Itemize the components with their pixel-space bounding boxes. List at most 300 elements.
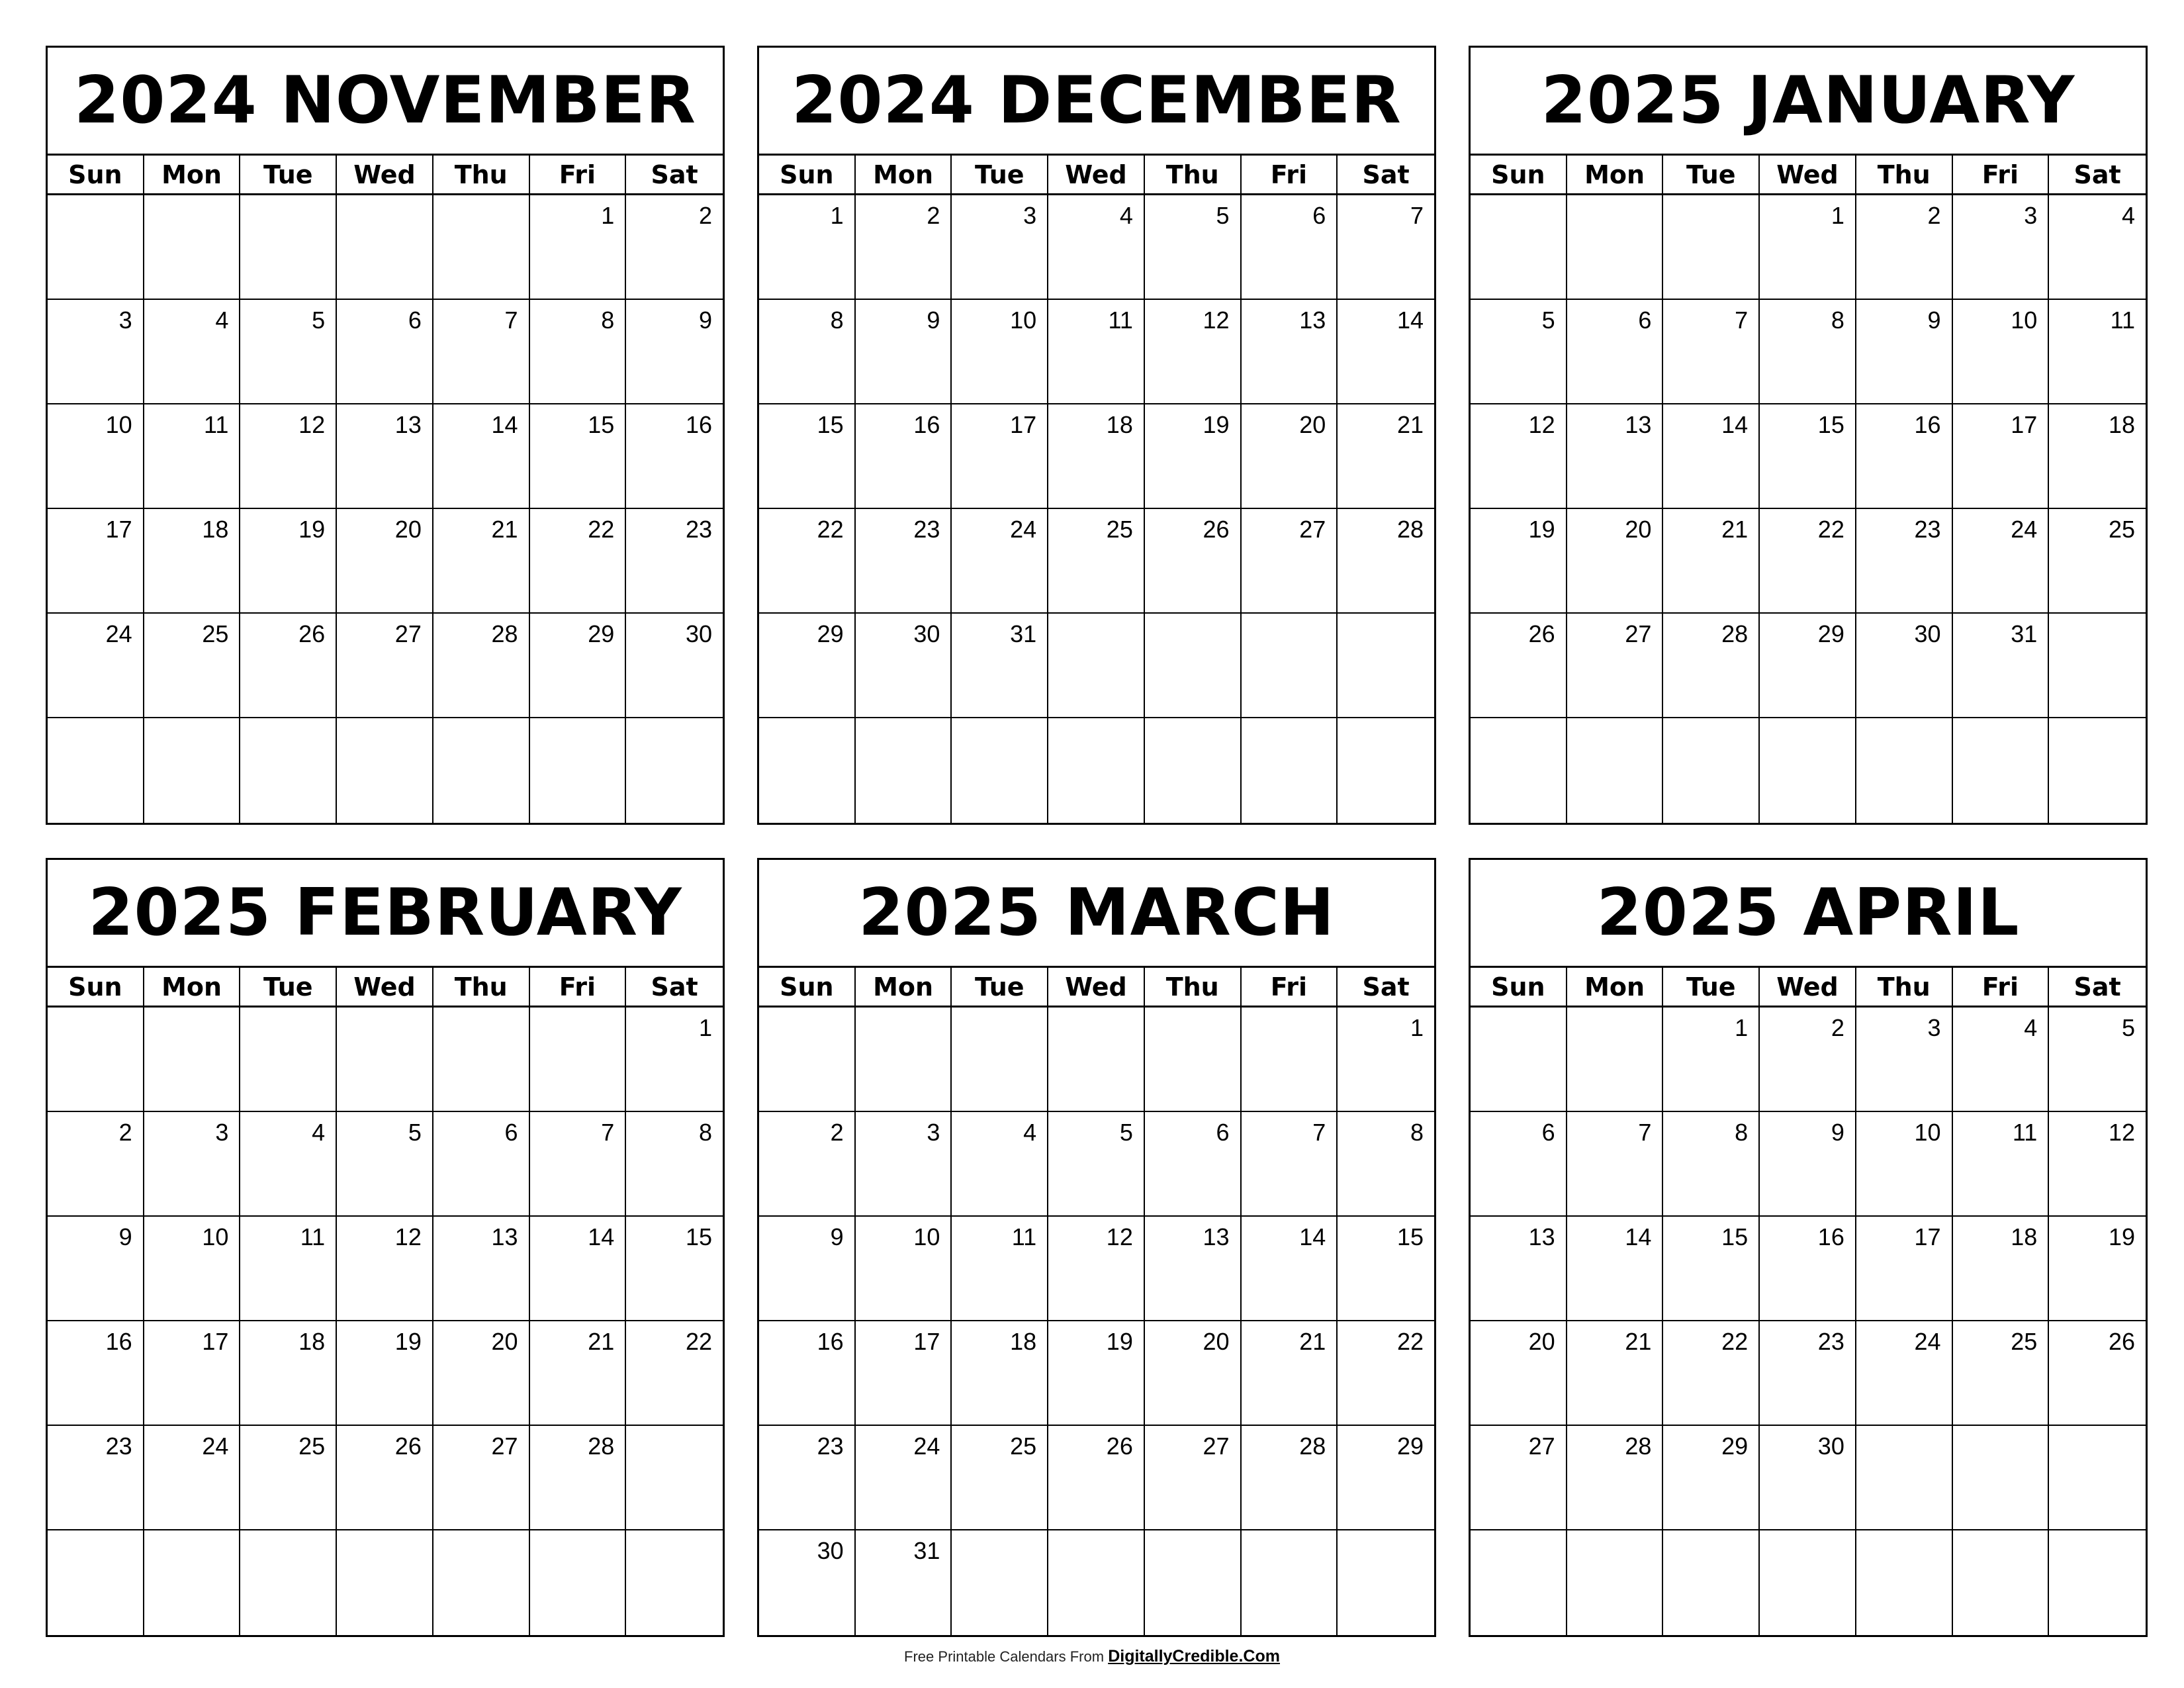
day-cell: [1145, 614, 1242, 718]
day-cell: [626, 1530, 723, 1635]
day-number: 15: [817, 411, 844, 438]
day-cell: [1048, 1008, 1145, 1112]
day-number: 4: [2024, 1014, 2038, 1041]
day-cell: [530, 1426, 627, 1530]
weekday-label: Fri: [1242, 968, 1338, 1006]
day-number: 20: [491, 1328, 518, 1355]
weekday-label: Thu: [1856, 968, 1953, 1006]
day-cell: [240, 1217, 337, 1321]
day-number: 14: [1721, 411, 1749, 438]
day-number: 24: [202, 1432, 229, 1460]
day-number: 22: [685, 1328, 712, 1355]
day-grid: [48, 1008, 723, 1635]
day-cell: [1145, 1426, 1242, 1530]
day-number: 18: [2011, 1223, 2038, 1250]
day-cell: [1760, 509, 1856, 614]
day-number: 29: [588, 620, 615, 647]
day-cell: [1242, 1530, 1338, 1635]
day-cell: [2049, 718, 2146, 823]
day-number: 24: [105, 620, 132, 647]
day-number: 22: [1721, 1328, 1749, 1355]
day-number: 2: [830, 1119, 844, 1146]
day-cell: [144, 300, 241, 404]
day-number: 18: [1106, 411, 1133, 438]
day-cell: [337, 1217, 433, 1321]
day-cell: [952, 718, 1048, 823]
day-cell: [1338, 1321, 1434, 1426]
day-cell: [240, 614, 337, 718]
day-cell: [626, 614, 723, 718]
day-cell: [1471, 509, 1567, 614]
weekday-label: Sat: [651, 160, 698, 189]
weekday-label: Wed: [337, 156, 433, 193]
day-cell: [856, 1112, 952, 1217]
day-number: 12: [1203, 306, 1230, 334]
day-cell: [433, 1008, 530, 1112]
day-number: 29: [1721, 1432, 1749, 1460]
weekday-label: Mon: [144, 156, 241, 193]
weekday-label: Wed: [1760, 156, 1856, 193]
day-number: 26: [298, 620, 326, 647]
day-cell: [337, 718, 433, 823]
day-number: 6: [1312, 202, 1326, 229]
day-number: 20: [1299, 411, 1326, 438]
day-number: 30: [1914, 620, 1941, 647]
day-number: 20: [1528, 1328, 1555, 1355]
day-cell: [1471, 614, 1567, 718]
day-number: 26: [1528, 620, 1555, 647]
day-number: 16: [1914, 411, 1941, 438]
day-cell: [240, 1321, 337, 1426]
day-number: 7: [1312, 1119, 1326, 1146]
day-cell: [1242, 1217, 1338, 1321]
day-cell: [1663, 1530, 1760, 1635]
weekday-label: Sat: [1362, 972, 1410, 1002]
day-number: 16: [105, 1328, 132, 1355]
day-cell: [2049, 1426, 2146, 1530]
weekday-label: Wed: [1048, 156, 1145, 193]
day-cell: [759, 1008, 856, 1112]
day-cell: [759, 300, 856, 404]
day-number: 7: [601, 1119, 615, 1146]
day-number: 13: [491, 1223, 518, 1250]
day-cell: [1338, 1426, 1434, 1530]
day-cell: [1471, 300, 1567, 404]
day-cell: [48, 1530, 144, 1635]
day-number: 21: [588, 1328, 615, 1355]
weekday-label: Mon: [1567, 156, 1664, 193]
day-number: 17: [913, 1328, 940, 1355]
month-title: 2025 JANUARY: [1471, 48, 2146, 156]
day-number: 16: [913, 411, 940, 438]
day-number: 5: [312, 306, 326, 334]
day-number: 11: [1011, 1223, 1037, 1250]
day-cell: [1856, 1426, 1953, 1530]
day-number: 13: [1203, 1223, 1230, 1250]
day-cell: [1048, 614, 1145, 718]
day-cell: [433, 614, 530, 718]
day-number: 8: [601, 306, 615, 334]
day-cell: [856, 509, 952, 614]
day-cell: [759, 718, 856, 823]
day-number: 27: [491, 1432, 518, 1460]
day-number: 31: [1010, 620, 1037, 647]
day-number: 22: [1817, 516, 1844, 543]
day-number: 10: [1914, 1119, 1941, 1146]
day-number: 30: [1817, 1432, 1844, 1460]
day-cell: [1048, 1217, 1145, 1321]
day-number: 25: [202, 620, 229, 647]
day-cell: [856, 1530, 952, 1635]
day-cell: [1567, 300, 1664, 404]
day-number: 19: [298, 516, 326, 543]
day-number: 13: [1625, 411, 1652, 438]
day-number: 4: [312, 1119, 326, 1146]
day-cell: [1242, 1008, 1338, 1112]
day-number: 23: [817, 1432, 844, 1460]
day-cell: [1567, 509, 1664, 614]
day-cell: [433, 1112, 530, 1217]
day-cell: [1145, 1217, 1242, 1321]
day-cell: [759, 195, 856, 300]
day-grid: [759, 195, 1434, 823]
day-cell: [1663, 1008, 1760, 1112]
day-cell: [2049, 1217, 2146, 1321]
day-cell: [626, 195, 723, 300]
day-cell: [626, 1217, 723, 1321]
day-cell: [240, 718, 337, 823]
day-cell: [530, 718, 627, 823]
day-number: 3: [927, 1119, 940, 1146]
weekday-label: Tue: [952, 156, 1048, 193]
day-cell: [144, 1008, 241, 1112]
day-number: 29: [1817, 620, 1844, 647]
day-cell: [1953, 1217, 2050, 1321]
day-number: 21: [491, 516, 518, 543]
weekday-label: Sun: [1471, 156, 1567, 193]
day-number: 11: [204, 411, 229, 438]
month-title: 2024 NOVEMBER: [48, 48, 723, 156]
day-number: 12: [394, 1223, 422, 1250]
day-cell: [530, 509, 627, 614]
day-number: 26: [1106, 1432, 1133, 1460]
day-cell: [337, 1112, 433, 1217]
day-number: 16: [817, 1328, 844, 1355]
day-number: 20: [1625, 516, 1652, 543]
day-number: 8: [1735, 1119, 1749, 1146]
day-cell: [1953, 1321, 2050, 1426]
weekday-header-row: [759, 968, 1434, 1008]
day-number: 1: [1735, 1014, 1749, 1041]
day-cell: [48, 614, 144, 718]
day-cell: [240, 1426, 337, 1530]
day-number: 31: [913, 1537, 940, 1564]
day-number: 22: [1396, 1328, 1424, 1355]
day-cell: [144, 404, 241, 509]
day-number: 13: [1528, 1223, 1555, 1250]
day-number: 20: [1203, 1328, 1230, 1355]
day-number: 15: [685, 1223, 712, 1250]
day-cell: [1663, 404, 1760, 509]
day-cell: [1760, 1217, 1856, 1321]
day-cell: [759, 1321, 856, 1426]
day-number: 25: [2011, 1328, 2038, 1355]
weekday-header-row: [759, 156, 1434, 195]
day-cell: [433, 1426, 530, 1530]
day-cell: [1760, 300, 1856, 404]
day-number: 4: [215, 306, 229, 334]
day-number: 30: [685, 620, 712, 647]
day-number: 27: [1203, 1432, 1230, 1460]
day-number: 5: [1216, 202, 1230, 229]
day-cell: [240, 1112, 337, 1217]
day-number: 23: [1914, 516, 1941, 543]
day-number: 9: [1927, 306, 1941, 334]
day-number: 14: [1396, 306, 1424, 334]
day-number: 12: [2108, 1119, 2135, 1146]
day-cell: [337, 195, 433, 300]
month-title: 2024 DECEMBER: [759, 48, 1434, 156]
day-number: 3: [2024, 202, 2038, 229]
day-cell: [1145, 300, 1242, 404]
day-number: 24: [1914, 1328, 1941, 1355]
day-cell: [1242, 614, 1338, 718]
day-cell: [1048, 1426, 1145, 1530]
day-cell: [1760, 404, 1856, 509]
day-number: 5: [1541, 306, 1555, 334]
day-number: 10: [2011, 306, 2038, 334]
day-cell: [1953, 404, 2050, 509]
weekday-label: Thu: [433, 156, 530, 193]
day-cell: [952, 1112, 1048, 1217]
day-number: 16: [685, 411, 712, 438]
day-number: 19: [1203, 411, 1230, 438]
day-grid: [48, 195, 723, 823]
weekday-label: Thu: [1145, 968, 1242, 1006]
day-cell: [759, 1217, 856, 1321]
day-cell: [530, 195, 627, 300]
day-number: 11: [1108, 306, 1133, 334]
day-cell: [1856, 404, 1953, 509]
day-cell: [952, 300, 1048, 404]
day-cell: [530, 300, 627, 404]
day-cell: [1760, 1426, 1856, 1530]
day-cell: [337, 614, 433, 718]
day-number: 27: [1528, 1432, 1555, 1460]
day-cell: [144, 509, 241, 614]
day-cell: [1663, 509, 1760, 614]
day-number: 15: [1817, 411, 1844, 438]
day-cell: [1338, 509, 1434, 614]
day-cell: [1953, 195, 2050, 300]
day-cell: [856, 1426, 952, 1530]
day-cell: [1242, 509, 1338, 614]
day-cell: [856, 300, 952, 404]
day-number: 14: [1625, 1223, 1652, 1250]
day-cell: [1048, 300, 1145, 404]
day-cell: [856, 614, 952, 718]
day-cell: [1338, 195, 1434, 300]
day-cell: [48, 1112, 144, 1217]
day-number: 9: [698, 306, 712, 334]
day-number: 11: [2110, 306, 2135, 334]
day-number: 23: [105, 1432, 132, 1460]
day-cell: [1567, 1008, 1664, 1112]
day-cell: [1471, 1008, 1567, 1112]
day-cell: [530, 1008, 627, 1112]
day-number: 19: [2108, 1223, 2135, 1250]
day-cell: [1953, 1426, 2050, 1530]
day-cell: [2049, 195, 2146, 300]
day-number: 12: [1528, 411, 1555, 438]
month-calendar: [1469, 858, 2148, 1637]
day-cell: [530, 1112, 627, 1217]
day-number: 9: [1831, 1119, 1844, 1146]
day-cell: [952, 509, 1048, 614]
footer-credit: [0, 1647, 2184, 1666]
day-cell: [1953, 614, 2050, 718]
day-number: 12: [298, 411, 326, 438]
day-cell: [952, 1426, 1048, 1530]
day-cell: [48, 509, 144, 614]
day-cell: [337, 1530, 433, 1635]
day-cell: [1856, 1112, 1953, 1217]
day-cell: [1242, 300, 1338, 404]
day-number: 4: [2121, 202, 2135, 229]
day-cell: [626, 1112, 723, 1217]
day-cell: [240, 1530, 337, 1635]
day-cell: [433, 718, 530, 823]
day-cell: [240, 509, 337, 614]
day-cell: [1338, 718, 1434, 823]
day-cell: [1567, 195, 1664, 300]
day-number: 20: [394, 516, 422, 543]
day-cell: [1856, 195, 1953, 300]
day-cell: [337, 1008, 433, 1112]
day-cell: [856, 1008, 952, 1112]
day-number: 9: [927, 306, 940, 334]
day-number: 9: [118, 1223, 132, 1250]
day-cell: [1953, 1008, 2050, 1112]
day-cell: [433, 404, 530, 509]
day-cell: [856, 1321, 952, 1426]
day-number: 15: [1721, 1223, 1749, 1250]
day-cell: [1048, 1321, 1145, 1426]
day-cell: [952, 1008, 1048, 1112]
day-cell: [2049, 1321, 2146, 1426]
day-cell: [240, 1008, 337, 1112]
day-cell: [1953, 1112, 2050, 1217]
day-grid: [759, 1008, 1434, 1635]
day-number: 21: [1721, 516, 1749, 543]
day-cell: [1663, 300, 1760, 404]
month-calendar: [757, 46, 1436, 825]
day-cell: [1242, 1112, 1338, 1217]
day-cell: [337, 509, 433, 614]
day-cell: [1471, 1112, 1567, 1217]
day-number: 12: [1106, 1223, 1133, 1250]
day-cell: [1338, 614, 1434, 718]
day-cell: [1242, 404, 1338, 509]
day-number: 2: [927, 202, 940, 229]
day-cell: [1471, 404, 1567, 509]
day-number: 3: [215, 1119, 229, 1146]
day-cell: [759, 1426, 856, 1530]
day-cell: [2049, 509, 2146, 614]
month-title: 2025 FEBRUARY: [48, 860, 723, 968]
day-number: 6: [1216, 1119, 1230, 1146]
day-number: 25: [2108, 516, 2135, 543]
day-cell: [433, 1217, 530, 1321]
day-cell: [1145, 509, 1242, 614]
day-number: 17: [2011, 411, 2038, 438]
weekday-label: Fri: [530, 968, 627, 1006]
day-number: 6: [408, 306, 422, 334]
day-cell: [144, 1321, 241, 1426]
day-cell: [1145, 195, 1242, 300]
day-cell: [1338, 1217, 1434, 1321]
day-cell: [240, 404, 337, 509]
day-number: 7: [504, 306, 518, 334]
day-cell: [2049, 1112, 2146, 1217]
day-number: 19: [1106, 1328, 1133, 1355]
weekday-label: Tue: [240, 156, 337, 193]
day-number: 30: [817, 1537, 844, 1564]
weekday-label: Wed: [337, 968, 433, 1006]
day-cell: [856, 195, 952, 300]
day-number: 28: [491, 620, 518, 647]
day-cell: [856, 718, 952, 823]
day-cell: [1338, 404, 1434, 509]
day-cell: [2049, 300, 2146, 404]
day-cell: [1856, 1530, 1953, 1635]
day-cell: [1760, 1112, 1856, 1217]
day-cell: [48, 718, 144, 823]
day-number: 14: [588, 1223, 615, 1250]
weekday-label: Tue: [952, 968, 1048, 1006]
day-number: 28: [1299, 1432, 1326, 1460]
day-cell: [1567, 1112, 1664, 1217]
day-cell: [759, 509, 856, 614]
day-number: 22: [817, 516, 844, 543]
day-number: 26: [394, 1432, 422, 1460]
day-cell: [1856, 1008, 1953, 1112]
day-cell: [1471, 718, 1567, 823]
day-cell: [144, 1112, 241, 1217]
day-cell: [1856, 1321, 1953, 1426]
day-cell: [433, 1530, 530, 1635]
day-cell: [1242, 1426, 1338, 1530]
day-number: 13: [394, 411, 422, 438]
month-calendar: [1469, 46, 2148, 825]
weekday-label: Fri: [530, 156, 627, 193]
day-number: 28: [1396, 516, 1424, 543]
weekday-label: Mon: [856, 156, 952, 193]
weekday-label: Sun: [759, 156, 856, 193]
weekday-label: Sun: [48, 968, 144, 1006]
weekday-header-row: [1471, 156, 2146, 195]
day-number: 5: [1119, 1119, 1133, 1146]
weekday-label: Sat: [2073, 160, 2121, 189]
day-cell: [1760, 718, 1856, 823]
day-cell: [530, 1217, 627, 1321]
day-cell: [1048, 718, 1145, 823]
month-calendar: [46, 46, 725, 825]
day-cell: [1760, 195, 1856, 300]
day-number: 25: [1010, 1432, 1037, 1460]
weekday-label: Wed: [1048, 968, 1145, 1006]
footer-site-link[interactable]: DigitallyCredible.Com: [1108, 1647, 1280, 1665]
